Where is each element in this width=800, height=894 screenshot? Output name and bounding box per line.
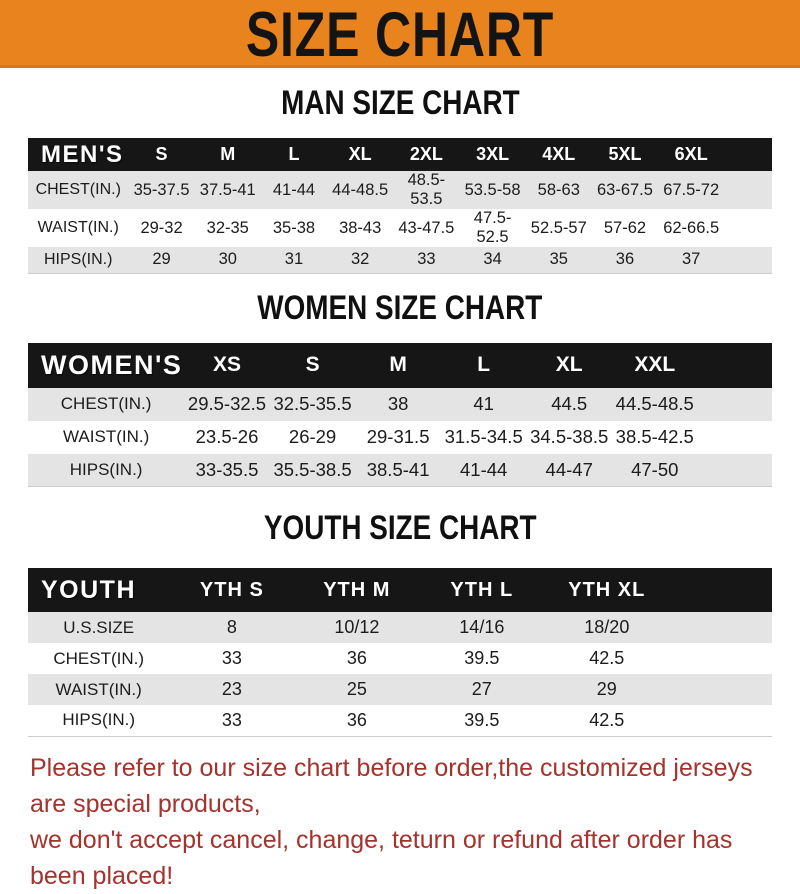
disclaimer-line-1: Please refer to our size chart before order,the customized jerseys are special products, <box>30 753 753 818</box>
table-cell: 31.5-34.5 <box>441 421 527 454</box>
row-label: CHEST(IN.) <box>28 643 169 674</box>
table-cell: 48.5-53.5 <box>393 171 459 209</box>
column-header: YTH S <box>169 568 294 612</box>
table-cell: 29-31.5 <box>355 421 441 454</box>
table-cell: 63-67.5 <box>592 171 658 209</box>
row-filler-cell <box>698 421 772 454</box>
table-cell: 43-47.5 <box>393 209 459 247</box>
section-men-title: MAN SIZE CHART <box>280 84 520 122</box>
row-label: HIPS(IN.) <box>28 247 128 273</box>
table-cell: 41-44 <box>261 171 327 209</box>
table-row <box>28 171 772 209</box>
table-cell: 36 <box>294 705 419 736</box>
table-cell: 41-44 <box>441 454 527 487</box>
table-cell: 57-62 <box>592 209 658 247</box>
table-cell: 39.5 <box>419 643 544 674</box>
row-filler-cell <box>724 209 772 247</box>
table-cell: 38-43 <box>327 209 393 247</box>
section-women <box>0 274 800 488</box>
table-cell: 34.5-38.5 <box>526 421 612 454</box>
header-filler-cell <box>698 343 772 388</box>
row-label: CHEST(IN.) <box>28 171 128 209</box>
table-cell: 29.5-32.5 <box>184 388 270 421</box>
row-filler-cell <box>698 388 772 421</box>
disclaimer <box>30 750 772 894</box>
table-header-label: WOMEN'S <box>28 343 184 388</box>
table-cell: 32 <box>327 247 393 273</box>
row-filler-cell <box>669 612 772 643</box>
column-header: S <box>270 343 356 388</box>
column-header: XXL <box>612 343 698 388</box>
table-cell: 14/16 <box>419 612 544 643</box>
table-cell: 10/12 <box>294 612 419 643</box>
table-row <box>28 643 772 674</box>
column-header: 2XL <box>393 138 459 171</box>
table-cell: 37 <box>658 247 724 273</box>
section-men-head <box>0 68 800 138</box>
column-header: M <box>195 138 261 171</box>
table-row <box>28 674 772 705</box>
table-row <box>28 247 772 273</box>
row-filler-cell <box>724 247 772 273</box>
row-filler-cell <box>698 454 772 487</box>
table-cell: 39.5 <box>419 705 544 736</box>
table-cell: 53.5-58 <box>459 171 525 209</box>
table-cell: 35-38 <box>261 209 327 247</box>
table-cell: 38 <box>355 388 441 421</box>
table-row <box>28 705 772 736</box>
youth-size-table <box>28 568 772 737</box>
column-header: S <box>128 138 194 171</box>
table-row <box>28 421 772 454</box>
table-cell: 30 <box>195 247 261 273</box>
table-cell: 25 <box>294 674 419 705</box>
table-cell: 42.5 <box>544 643 669 674</box>
table-cell: 33-35.5 <box>184 454 270 487</box>
table-cell: 38.5-41 <box>355 454 441 487</box>
section-women-head <box>0 274 800 343</box>
table-cell: 31 <box>261 247 327 273</box>
row-label: WAIST(IN.) <box>28 674 169 705</box>
column-header: XL <box>327 138 393 171</box>
table-cell: 18/20 <box>544 612 669 643</box>
table-cell: 44-47 <box>526 454 612 487</box>
table-header-row <box>28 568 772 612</box>
row-filler-cell <box>724 171 772 209</box>
column-header: YTH XL <box>544 568 669 612</box>
row-label: WAIST(IN.) <box>28 421 184 454</box>
column-header: 5XL <box>592 138 658 171</box>
table-cell: 52.5-57 <box>526 209 592 247</box>
men-size-table <box>28 138 772 274</box>
row-label: CHEST(IN.) <box>28 388 184 421</box>
table-row <box>28 612 772 643</box>
header-filler-cell <box>669 568 772 612</box>
column-header: 6XL <box>658 138 724 171</box>
table-cell: 41 <box>441 388 527 421</box>
section-youth-title: YOUTH SIZE CHART <box>263 508 537 547</box>
column-header: L <box>441 343 527 388</box>
disclaimer-line-2: we don't accept cancel, change, teturn or refund after order has been placed! <box>30 825 733 890</box>
table-cell: 44-48.5 <box>327 171 393 209</box>
table-cell: 62-66.5 <box>658 209 724 247</box>
section-men <box>0 68 800 274</box>
table-cell: 32.5-35.5 <box>270 388 356 421</box>
table-cell: 35-37.5 <box>128 171 194 209</box>
table-header-row <box>28 343 772 388</box>
table-cell: 8 <box>169 612 294 643</box>
table-cell: 33 <box>169 643 294 674</box>
table-cell: 23 <box>169 674 294 705</box>
table-cell: 38.5-42.5 <box>612 421 698 454</box>
column-header: 3XL <box>459 138 525 171</box>
table-cell: 33 <box>393 247 459 273</box>
column-header: L <box>261 138 327 171</box>
table-row <box>28 454 772 487</box>
row-filler-cell <box>669 674 772 705</box>
table-cell: 44.5 <box>526 388 612 421</box>
table-cell: 23.5-26 <box>184 421 270 454</box>
women-size-table <box>28 343 772 488</box>
section-youth <box>0 487 800 737</box>
table-cell: 58-63 <box>526 171 592 209</box>
table-cell: 47.5-52.5 <box>459 209 525 247</box>
column-header: XS <box>184 343 270 388</box>
section-women-title: WOMEN SIZE CHART <box>257 289 543 327</box>
table-cell: 44.5-48.5 <box>612 388 698 421</box>
column-header: YTH M <box>294 568 419 612</box>
table-header-label: MEN'S <box>28 138 128 171</box>
table-cell: 47-50 <box>612 454 698 487</box>
row-label: U.S.SIZE <box>28 612 169 643</box>
table-cell: 26-29 <box>270 421 356 454</box>
banner <box>0 0 800 68</box>
table-cell: 34 <box>459 247 525 273</box>
row-label: HIPS(IN.) <box>28 454 184 487</box>
table-cell: 36 <box>294 643 419 674</box>
header-filler-cell <box>724 138 772 171</box>
table-header-label: YOUTH <box>28 568 169 612</box>
row-label: WAIST(IN.) <box>28 209 128 247</box>
table-cell: 35 <box>526 247 592 273</box>
table-cell: 35.5-38.5 <box>270 454 356 487</box>
table-cell: 36 <box>592 247 658 273</box>
row-filler-cell <box>669 705 772 736</box>
table-cell: 29 <box>128 247 194 273</box>
table-cell: 29 <box>544 674 669 705</box>
row-filler-cell <box>669 643 772 674</box>
table-cell: 67.5-72 <box>658 171 724 209</box>
table-cell: 42.5 <box>544 705 669 736</box>
table-cell: 32-35 <box>195 209 261 247</box>
table-cell: 33 <box>169 705 294 736</box>
table-row <box>28 388 772 421</box>
table-cell: 29-32 <box>128 209 194 247</box>
column-header: XL <box>526 343 612 388</box>
column-header: 4XL <box>526 138 592 171</box>
column-header: YTH L <box>419 568 544 612</box>
table-cell: 37.5-41 <box>195 171 261 209</box>
row-label: HIPS(IN.) <box>28 705 169 736</box>
table-cell: 27 <box>419 674 544 705</box>
column-header: M <box>355 343 441 388</box>
table-row <box>28 209 772 247</box>
section-youth-head <box>0 487 800 568</box>
banner-title: SIZE CHART <box>245 0 555 69</box>
table-header-row <box>28 138 772 171</box>
